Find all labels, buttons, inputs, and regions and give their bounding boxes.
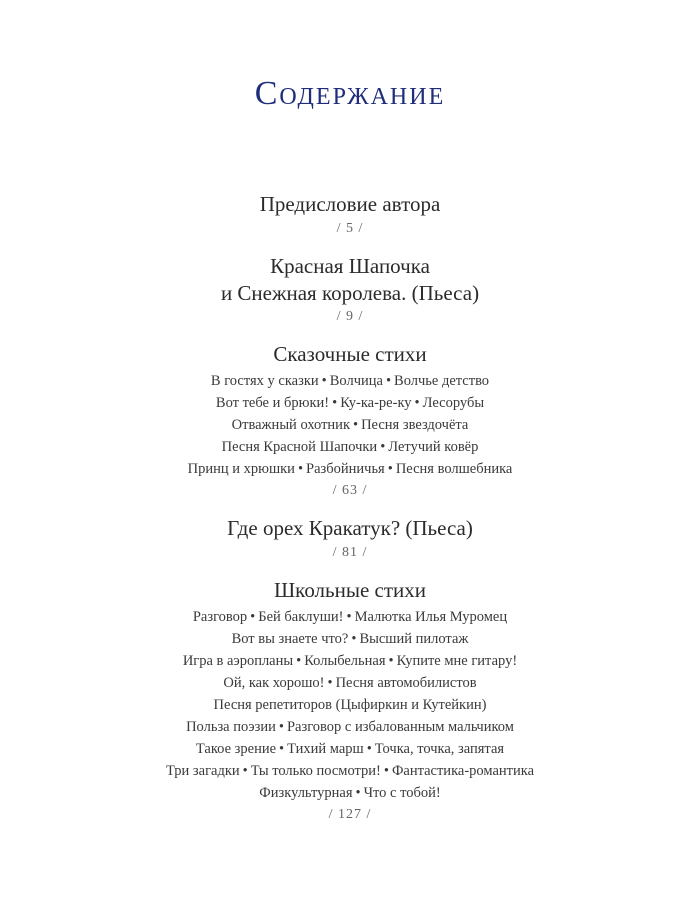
page-number: / 5 / bbox=[336, 221, 364, 236]
bullet-separator: • bbox=[327, 675, 333, 691]
toc-item[interactable]: В гостях у сказки bbox=[210, 373, 319, 389]
toc-item[interactable]: Песня звездочёта bbox=[361, 417, 469, 433]
toc-item-line bbox=[0, 650, 700, 672]
section-items bbox=[0, 370, 700, 480]
toc-item[interactable]: Физкультурная bbox=[259, 785, 353, 801]
section-title[interactable]: Школьные стихи bbox=[274, 578, 426, 602]
bullet-separator: • bbox=[296, 653, 302, 669]
toc-item[interactable]: Игра в аэропланы bbox=[182, 653, 294, 669]
toc-item[interactable]: Вот вы знаете что? bbox=[231, 631, 349, 647]
section-title[interactable]: Сказочные стихи bbox=[273, 342, 427, 366]
toc-item[interactable]: Волчица bbox=[329, 373, 383, 389]
bullet-separator: • bbox=[414, 395, 420, 411]
bullet-separator: • bbox=[242, 763, 248, 779]
toc-item[interactable]: Песня Красной Шапочки bbox=[221, 439, 378, 455]
bullet-separator: • bbox=[388, 653, 394, 669]
toc-item[interactable]: Разбойничья bbox=[306, 461, 385, 477]
toc-item[interactable]: Точка, точка, запятая bbox=[374, 741, 505, 757]
toc-item[interactable]: Песня волшебника bbox=[395, 461, 513, 477]
toc-item[interactable]: Волчье детство bbox=[394, 373, 490, 389]
section-subtitle[interactable]: и Снежная королева. (Пьеса) bbox=[220, 281, 480, 305]
bullet-separator: • bbox=[279, 741, 285, 757]
toc-item[interactable]: Тихий марш bbox=[287, 741, 364, 757]
toc-item-line bbox=[0, 606, 700, 628]
bullet-separator: • bbox=[278, 719, 284, 735]
toc-item-line bbox=[0, 672, 700, 694]
toc-item[interactable]: Песня автомобилистов bbox=[335, 675, 477, 691]
toc-item[interactable]: Лесорубы bbox=[422, 395, 485, 411]
toc-item[interactable]: Малютка Илья Муромец bbox=[354, 609, 508, 625]
toc-item[interactable]: Фантастика-романтика bbox=[391, 763, 535, 779]
toc-item-line bbox=[0, 782, 700, 804]
bullet-separator: • bbox=[387, 461, 393, 477]
toc-item-line bbox=[0, 436, 700, 458]
toc-item[interactable]: Польза поэзии bbox=[186, 719, 276, 735]
toc-item[interactable]: Принц и хрюшки bbox=[187, 461, 295, 477]
table-of-contents bbox=[0, 190, 700, 838]
bullet-separator: • bbox=[297, 461, 304, 477]
bullet-separator: • bbox=[353, 417, 359, 433]
toc-item-line bbox=[0, 738, 700, 760]
toc-item-line bbox=[0, 458, 700, 480]
bullet-separator: • bbox=[366, 741, 372, 757]
toc-item-line bbox=[0, 694, 700, 716]
toc-section-preface bbox=[0, 190, 700, 240]
toc-section-school-poems bbox=[0, 576, 700, 826]
toc-item-line bbox=[0, 370, 700, 392]
toc-item[interactable]: Высший пилотаж bbox=[359, 631, 469, 647]
toc-item[interactable]: Песня репетиторов (Цыфиркин и Кутейкин) bbox=[213, 697, 487, 713]
bullet-separator: • bbox=[383, 763, 389, 779]
toc-item[interactable]: Летучий ковёр bbox=[388, 439, 479, 455]
bullet-separator: • bbox=[321, 373, 327, 389]
page-number: / 63 / bbox=[332, 483, 368, 498]
toc-item[interactable]: Бей баклуши! bbox=[258, 609, 344, 625]
bullet-separator: • bbox=[332, 395, 338, 411]
page-number: / 127 / bbox=[328, 807, 372, 822]
toc-item[interactable]: Ку-ка-ре-ку bbox=[340, 395, 412, 411]
page-number: / 81 / bbox=[332, 545, 368, 560]
toc-item-line bbox=[0, 392, 700, 414]
toc-section-fairy-poems bbox=[0, 340, 700, 502]
toc-item[interactable]: Отважный охотник bbox=[231, 417, 350, 433]
bullet-separator: • bbox=[355, 785, 361, 801]
bullet-separator: • bbox=[346, 609, 352, 625]
toc-section-red-riding-hood-play bbox=[0, 252, 700, 328]
bullet-separator: • bbox=[351, 631, 357, 647]
section-title[interactable]: Где орех Кракатук? (Пьеса) bbox=[227, 516, 473, 540]
toc-item-line bbox=[0, 716, 700, 738]
toc-item[interactable]: Разговор bbox=[192, 609, 248, 625]
toc-item[interactable]: Купите мне гитару! bbox=[396, 653, 518, 669]
bullet-separator: • bbox=[385, 373, 392, 389]
page-title: Содержание bbox=[254, 75, 446, 112]
bullet-separator: • bbox=[380, 439, 386, 455]
toc-item[interactable]: Три загадки bbox=[165, 763, 240, 779]
section-items bbox=[0, 606, 700, 804]
toc-item[interactable]: Такое зрение bbox=[195, 741, 277, 757]
section-title[interactable]: Красная Шапочка bbox=[270, 254, 430, 278]
toc-item[interactable]: Колыбельная bbox=[304, 653, 386, 669]
section-title[interactable]: Предисловие автора bbox=[259, 192, 441, 216]
toc-item[interactable]: Ой, как хорошо! bbox=[223, 675, 325, 691]
toc-item[interactable]: Что с тобой! bbox=[363, 785, 441, 801]
bullet-separator: • bbox=[250, 609, 256, 625]
toc-item-line bbox=[0, 628, 700, 650]
toc-section-krakatuk-play bbox=[0, 514, 700, 564]
toc-item-line bbox=[0, 414, 700, 436]
toc-item[interactable]: Вот тебе и брюки! bbox=[215, 395, 330, 411]
toc-item-line bbox=[0, 760, 700, 782]
toc-item[interactable]: Ты только посмотри! bbox=[250, 763, 381, 779]
page-number: / 9 / bbox=[336, 309, 364, 324]
toc-item[interactable]: Разговор с избалованным мальчиком bbox=[286, 719, 514, 735]
